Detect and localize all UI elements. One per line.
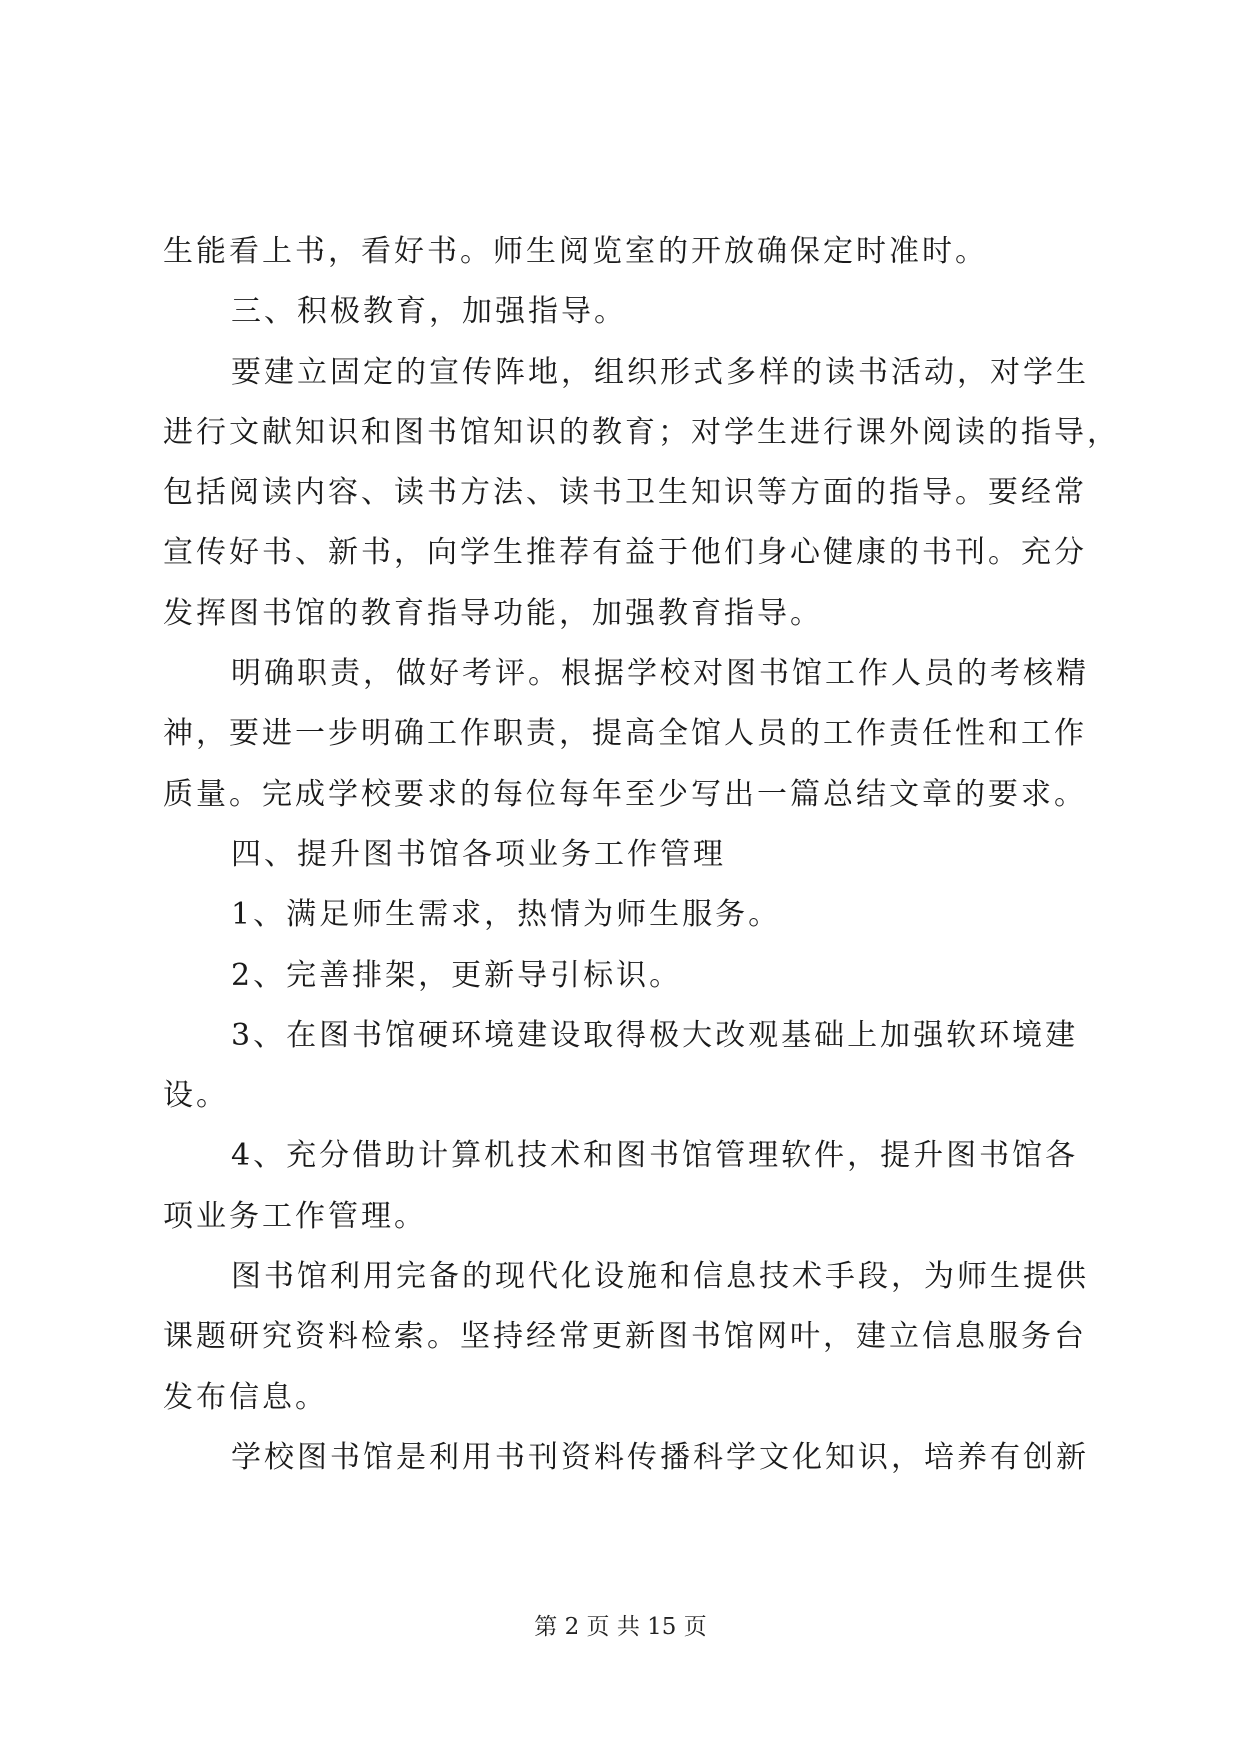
text-line: 图书馆利用完备的现代化设施和信息技术手段，为师生提供: [231, 1259, 1089, 1295]
text-line: 明确职责，做好考评。根据学校对图书馆工作人员的考核精: [231, 656, 1089, 692]
text-line: 项业务工作管理。: [163, 1198, 427, 1234]
text-line: 进行文献知识和图书馆知识的教育；对学生进行课外阅读的指导，: [163, 414, 1120, 450]
section-heading: 四、提升图书馆各项业务工作管理: [231, 836, 726, 872]
text-line: 学校图书馆是利用书刊资料传播科学文化知识，培养有创新: [231, 1439, 1089, 1475]
text-line: 发布信息。: [163, 1379, 328, 1415]
text-line: 要建立固定的宣传阵地，组织形式多样的读书活动，对学生: [231, 354, 1089, 390]
body-text: [163, 222, 1120, 1488]
list-item: 4、充分借助计算机技术和图书馆管理软件，提升图书馆各: [231, 1138, 1079, 1174]
text-line: 宣传好书、新书，向学生推荐有益于他们身心健康的书刊。充分: [163, 535, 1087, 571]
text-line: 发挥图书馆的教育指导功能，加强教育指导。: [163, 595, 823, 631]
list-item: 1、满足师生需求，热情为师生服务。: [231, 897, 782, 933]
page-number-footer: 第 2 页 共 15 页: [534, 1614, 707, 1640]
text-line: 设。: [163, 1078, 229, 1114]
text-line: 包括阅读内容、读书方法、读书卫生知识等方面的指导。要经常: [163, 475, 1087, 511]
text-line: 生能看上书，看好书。师生阅览室的开放确保定时准时。: [163, 234, 988, 269]
list-item: 2、完善排架，更新导引标识。: [231, 957, 683, 993]
text-line: 神，要进一步明确工作职责，提高全馆人员的工作责任性和工作: [163, 716, 1087, 752]
list-item: 3、在图书馆硬环境建设取得极大改观基础上加强软环境建: [231, 1017, 1079, 1053]
section-heading: 三、积极教育，加强指导。: [231, 294, 627, 330]
text-line: 质量。完成学校要求的每位每年至少写出一篇总结文章的要求。: [163, 776, 1087, 812]
text-line: 课题研究资料检索。坚持经常更新图书馆网叶，建立信息服务台: [163, 1319, 1087, 1355]
